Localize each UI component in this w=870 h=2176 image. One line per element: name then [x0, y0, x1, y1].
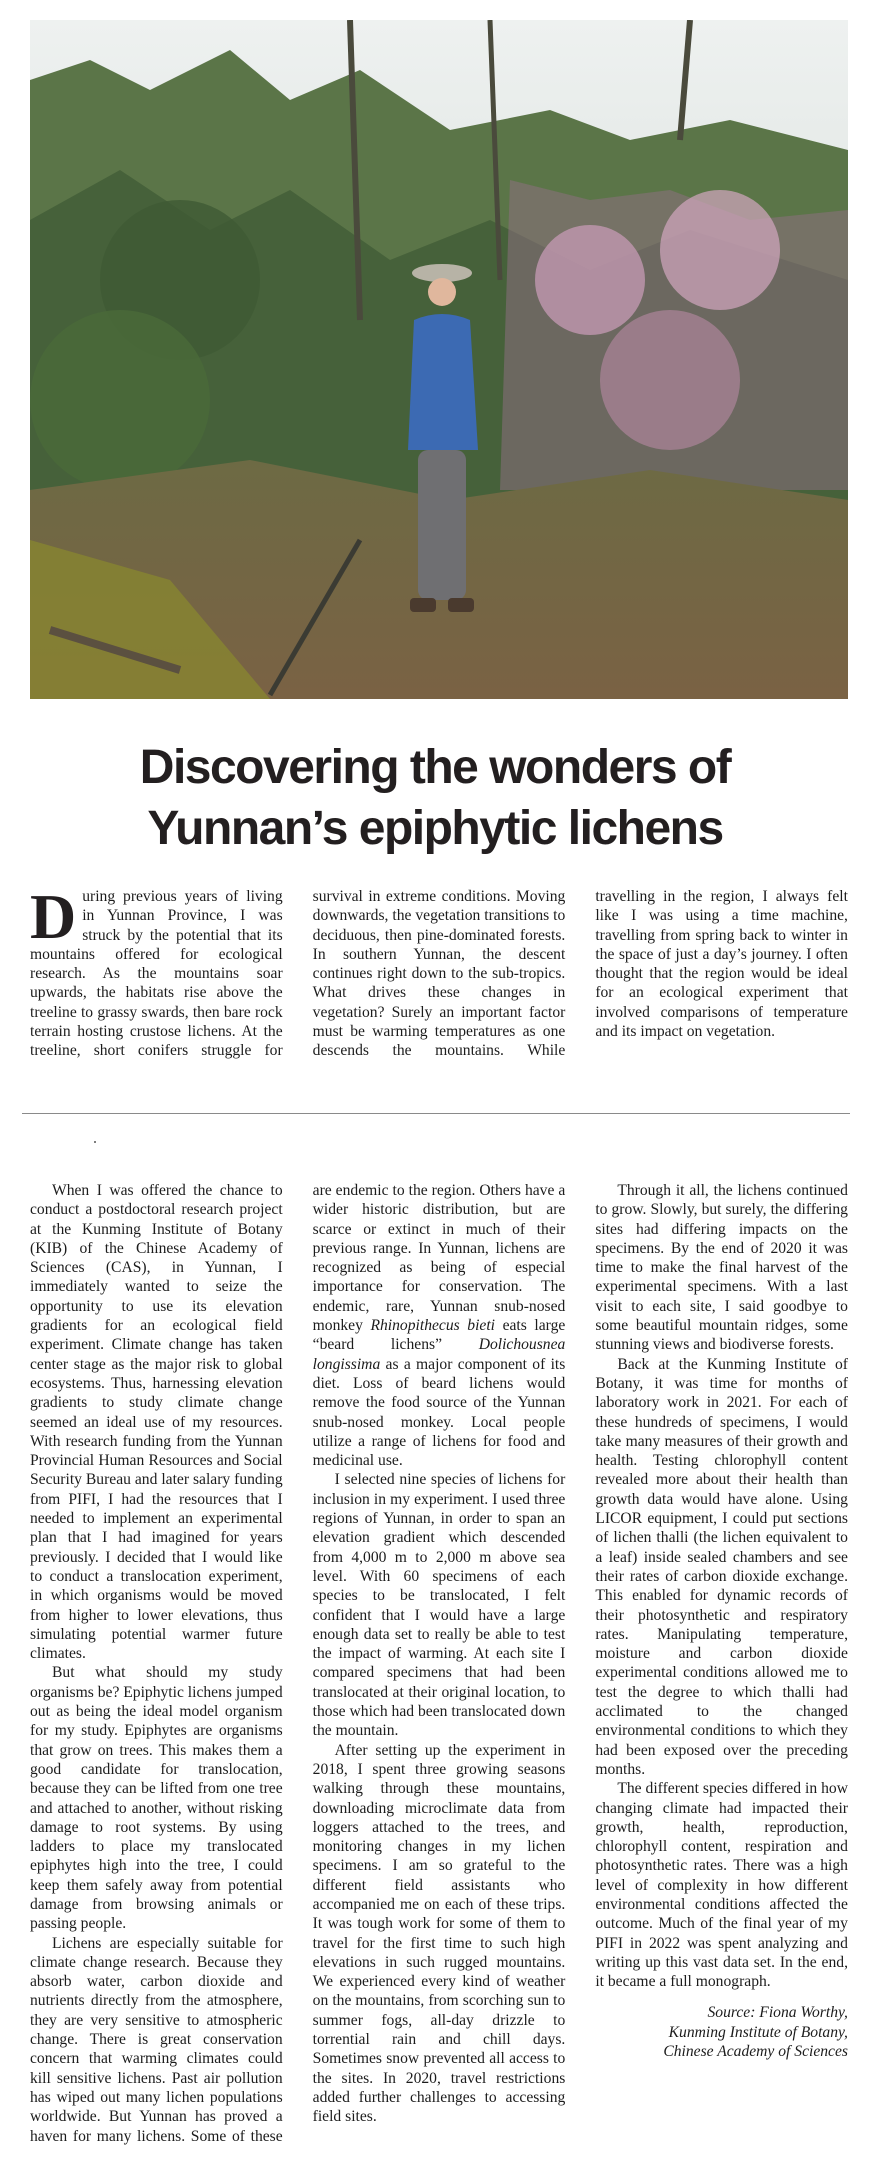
field-photo	[30, 20, 848, 699]
article-title	[0, 737, 870, 859]
body-section	[30, 1181, 848, 2147]
body-paragraph-2: But what should my study organisms be? Epiphytic lichens jumped out as being the ideal model organism for my study. Epiphytes are organisms that grow on trees. This makes them a good candidate for translocation, because they can be lifted from one tree and attached to another, without risking damage to root systems. By using ladders to place my translocated epiphytes high into the tree, I could keep them safely away from potential damage from browsing animals or passing people.	[30, 1664, 283, 1933]
body-paragraph-8: The different species differed in how changing climate had impacted their growth, health, reproduction, chlorophyll content, respiration and photosynthetic rates. There was a high level of complexity in how different environmental conditions affected the outcome. Much of the final year of my PIFI in 2022 was spent analyzing and writing up this vast data set. In the end, it became a full monograph.	[595, 1780, 848, 1991]
body-paragraph-4: I selected nine species of lichens for inclusion in my experiment. I used three regions of Yunnan, in order to span an elevation gradient which descended from 4,000 m to 2,000 m above sea level. With 60 specimens of each species to be translocated, I felt confident that I would have a large enough data set to really be able to test the impact of warming. At each site I compared specimens that had been translocated at their original location, to those which had been translocated down the mountain.	[312, 1471, 566, 1740]
body-paragraph-6: Through it all, the lichens continued to grow. Slowly, but surely, the differing sites had differing impacts on the specimens. By the end of 2020 it was time to make the final harvest of the experimental specimens. With a last visit to each site, I said goodbye to some beautiful mountain ridges, some stunning views and biodiverse forests.	[595, 1182, 848, 1354]
source-credit	[595, 2003, 848, 2061]
drop-cap: D	[30, 881, 77, 952]
body-paragraph-5: After setting up the experiment in 2018, I spent three growing seasons walking through these mountains, downloading microclimate data from loggers attached to the trees, and monitoring changes in my lichen specimens. I am so grateful to the different field assistants who accompanied me on each of these trips. It was tough work for some of them to travel for the first time to such high elevations in such rugged mountains. We experienced every kind of weather on the mountains, from scorching sun to summer fogs, all-day drizzle to torrential rain and chill days. Sometimes snow prevented all access to the sites. In 2020, travel restrictions added further challenges to accessing field sites.	[312, 1741, 566, 2126]
body-paragraph-3-mid: eats large “beard lichens”	[312, 1317, 566, 1354]
source-line-3: Chinese Academy of Sciences	[663, 2043, 848, 2061]
print-speck	[94, 1141, 96, 1143]
body-paragraph-3-text: Lichens are especially suitable for climate change research. Because they absorb water, carbon dioxide and nutrients directly from the atmosphere, they are very sensitive to atmospheric change. There is great conservation concern that warming climates could kill sensitive lichens. Past air pollution has wiped out many lichen populations worldwide. But Yunnan has proved a haven for many lichens. Some of these are endemic to the region. Others have a wider historic distribution, but are scarce or extinct in much of their previous range. In Yunnan, lichens are recognized as being of especial importance for conservation. The endemic, rare, Yunnan snub-nosed monkey	[30, 1182, 566, 2145]
section-divider	[22, 1113, 850, 1114]
source-line-2: Kunming Institute of Botany,	[668, 2023, 848, 2041]
intro-section	[30, 881, 848, 1065]
title-line-2: Yunnan’s epiphytic lichens	[147, 802, 723, 855]
title-line-1: Discovering the wonders of	[139, 741, 731, 794]
body-paragraph-7: Back at the Kunming Institute of Botany, it was time for months of laboratory work in 2021. For each of these hundreds of specimens, I would take many measures of their growth and health. Testing chlorophyll content revealed more about their health than growth data would have alone. Using LICOR equipment, I could put sections of lichen thalli (the lichen equivalent to a leaf) inside sealed chambers and see their rates of carbon dioxide exchange. This enabled for dynamic records of their photosynthetic and respiratory rates. Manipulating temperature, moisture and carbon dioxide experimental conditions allowed me to test the degree to which thalli had acclimated to the changed environmental conditions to which they had been exposed over the preceding months.	[595, 1355, 848, 1778]
body-paragraph-1: When I was offered the chance to conduct a postdoctoral research project at the Kunming Institute of Botany (KIB) of the Chinese Academy of Sciences (CAS), in Yunnan, I immediately wanted to seize the opportunity to use its elevation gradients for an ecological field experiment. Climate change has taken center stage as the major risk to global ecosystems. Thus, harnessing elevation gradients to study climate change seemed an ideal use of my resources. With research funding from the Yunnan Provincial Human Resources and Social Security Bureau and later salary funding from PIFI, I had the resources that I needed to implement an experimental plan that I had imagined for years previously. I decided that I would like to conduct a translocation experiment, in which organisms would be moved from higher to lower elevations, thus simulating potential warmer future climates.	[30, 1182, 283, 1663]
source-line-1: Source: Fiona Worthy,	[707, 2004, 848, 2022]
intro-paragraph	[30, 881, 848, 1065]
field-photo-icon	[30, 20, 848, 699]
monkey-species-name: Rhinopithecus bieti	[370, 1317, 495, 1335]
intro-text: uring previous years of living in Yunnan Province, I was struck by the potential that its mountains offered for ecological research. As the mountains soar upwards, the habitats rise above the treeline to grassy swards, then bare rock terrain hosting crustose lichens. At the treeline, short conifers struggle for survival in extreme conditions. Moving downwards, the vegetation transitions to deciduous, then pine-dominated forests. In southern Yunnan, the descent continues right down to the sub-tropics. What drives these changes in vegetation? Surely an important factor must be warming temperatures as one descends the mountains. While travelling in the region, I always felt like I was using a time machine, travelling from spring back to winter in the space of just a day’s journey. I often thought that the region would be ideal for an ecological experiment that involved comparisons of temperature and its impact on vegetation.	[30, 888, 848, 1060]
body-paragraph-3-end: as a major component of its diet. Loss of beard lichens would remove the food source of the Yunnan snub-nosed monkey. Local people utilize a range of lichens for food and medicinal use.	[312, 1355, 566, 1470]
lichen-species-name: Dolichousnea longissima	[312, 1336, 566, 1373]
